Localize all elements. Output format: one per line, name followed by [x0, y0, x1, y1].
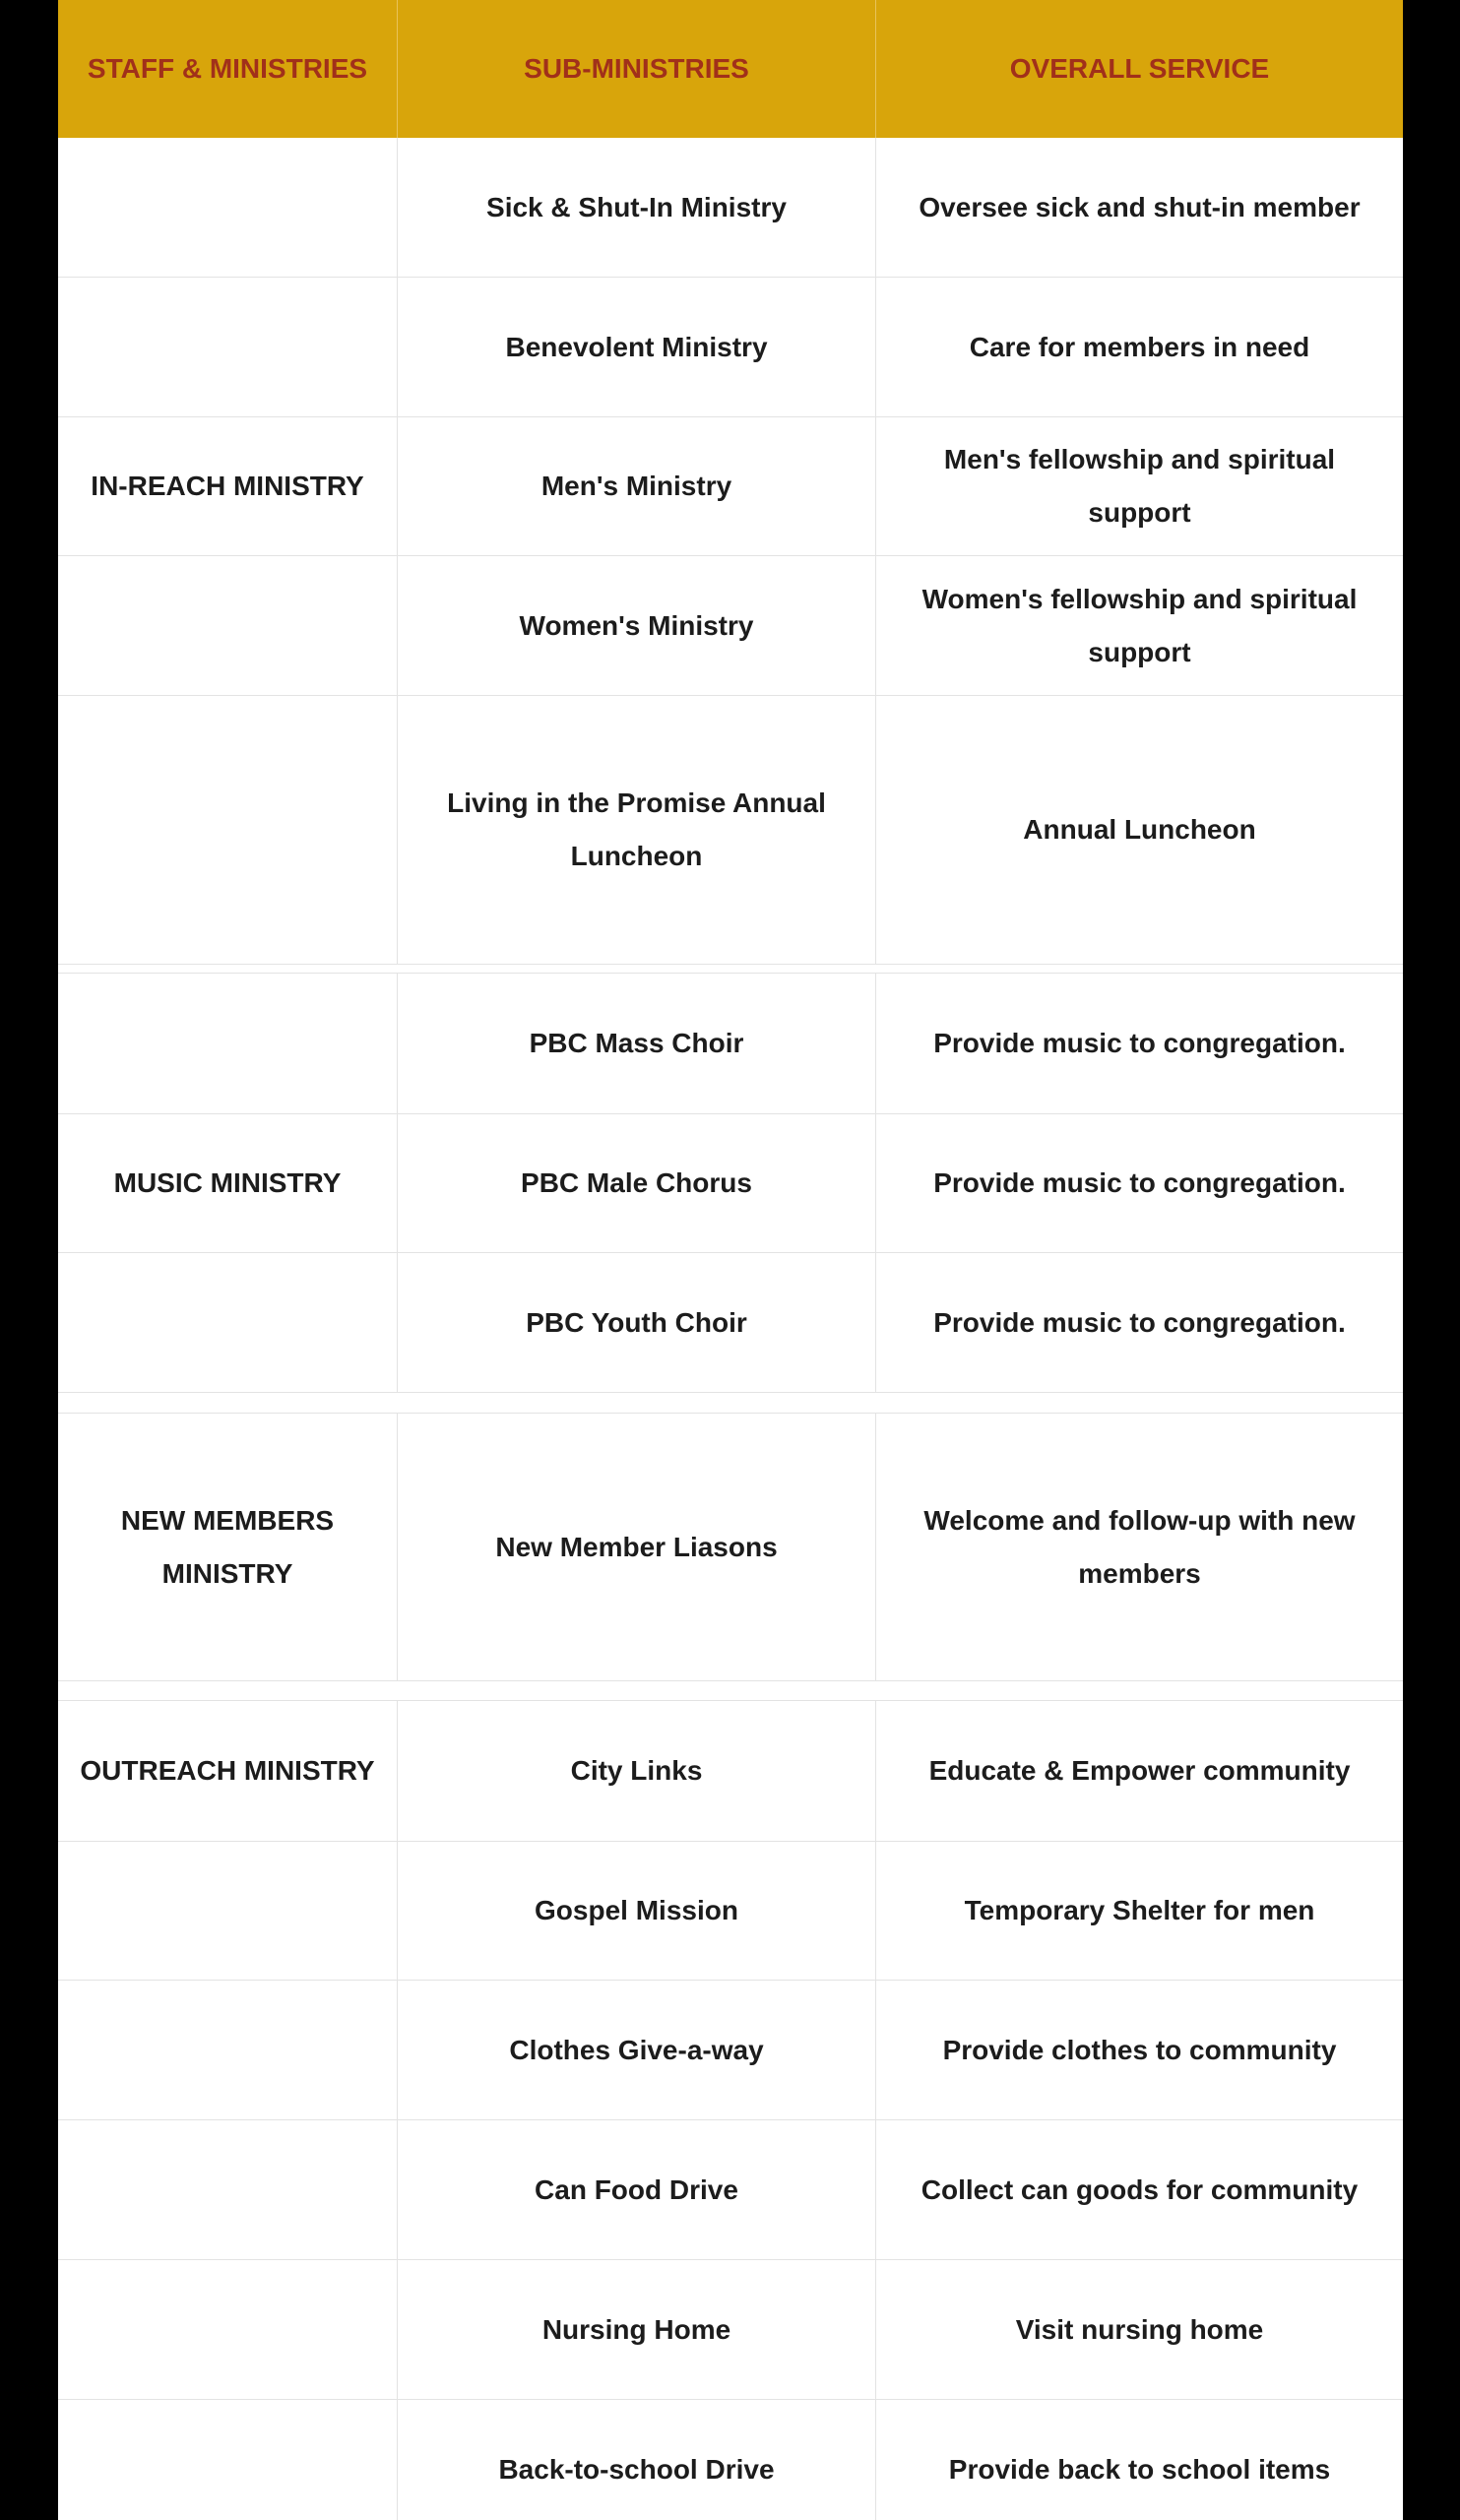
service-cell: Care for members in need	[969, 331, 1310, 362]
ministry-cell	[58, 1842, 398, 1980]
sub-ministry-cell: PBC Youth Choir	[398, 1253, 876, 1392]
group-separator	[58, 964, 1403, 974]
ministry-cell	[58, 974, 398, 1113]
sub-ministry-cell: PBC Mass Choir	[398, 974, 876, 1113]
ministry-cell	[58, 556, 398, 695]
header-staff-ministries: STAFF & MINISTRIES	[58, 0, 398, 138]
service-cell: Visit nursing home	[1015, 2313, 1264, 2345]
table-row	[58, 1701, 1403, 1842]
service-cell: Provide music to congregation.	[933, 1167, 1346, 1198]
table-row	[58, 2260, 1403, 2400]
table-row	[58, 1981, 1403, 2120]
ministry-cell	[58, 2260, 398, 2399]
table-row	[58, 1114, 1403, 1253]
sub-ministry-cell: Gospel Mission	[398, 1842, 876, 1980]
sub-ministry-cell: Men's Ministry	[398, 417, 876, 555]
sub-ministry-cell: Clothes Give-a-way	[398, 1981, 876, 2119]
table-row	[58, 1414, 1403, 1680]
sub-ministry-cell: Back-to-school Drive	[398, 2400, 876, 2520]
ministry-cell: OUTREACH MINISTRY	[58, 1701, 398, 1841]
service-cell: Provide music to congregation.	[933, 1028, 1346, 1058]
header-sub-ministries: SUB-MINISTRIES	[398, 0, 876, 138]
ministry-cell	[58, 696, 398, 964]
group-separator	[58, 1392, 1403, 1414]
ministry-cell: NEW MEMBERS MINISTRY	[58, 1414, 398, 1680]
sub-ministry-cell: Sick & Shut-In Ministry	[398, 138, 876, 277]
table-row	[58, 417, 1403, 556]
sub-ministry-cell: City Links	[398, 1701, 876, 1841]
service-cell: Collect can goods for community	[920, 2174, 1359, 2205]
table-row	[58, 556, 1403, 696]
service-cell: Temporary Shelter for men	[964, 1895, 1315, 1925]
service-cell: Provide back to school items	[948, 2454, 1331, 2485]
table-row	[58, 138, 1403, 278]
service-cell: Men's fellowship and spiritual support	[943, 444, 1336, 528]
header-overall-service: OVERALL SERVICE	[1009, 53, 1270, 84]
table-row	[58, 1253, 1403, 1392]
table-header	[58, 0, 1403, 138]
table-row	[58, 974, 1403, 1114]
table-row	[58, 2120, 1403, 2260]
service-cell: Provide music to congregation.	[933, 1306, 1346, 1338]
ministry-cell	[58, 1253, 398, 1392]
ministry-cell	[58, 2400, 398, 2520]
ministry-cell	[58, 2120, 398, 2259]
service-cell: Welcome and follow-up with new members	[923, 1504, 1356, 1589]
sub-ministry-cell: Can Food Drive	[398, 2120, 876, 2259]
service-cell: Annual Luncheon	[1023, 814, 1256, 845]
sub-ministry-cell: Benevolent Ministry	[398, 278, 876, 416]
table-row	[58, 2400, 1403, 2520]
ministries-table	[58, 0, 1403, 2520]
group-separator	[58, 1680, 1403, 1701]
sub-ministry-cell: PBC Male Chorus	[398, 1114, 876, 1252]
table-row	[58, 696, 1403, 964]
service-cell: Women's fellowship and spiritual support	[921, 583, 1358, 667]
table-row	[58, 1842, 1403, 1981]
sub-ministry-cell: Living in the Promise Annual Luncheon	[398, 696, 876, 964]
service-cell: Provide clothes to community	[942, 2034, 1337, 2065]
sub-ministry-cell: New Member Liasons	[398, 1414, 876, 1680]
service-cell: Oversee sick and shut-in member	[919, 191, 1361, 222]
table-row	[58, 278, 1403, 417]
ministry-cell: IN-REACH MINISTRY	[58, 417, 398, 555]
ministry-cell: MUSIC MINISTRY	[58, 1114, 398, 1252]
sub-ministry-cell: Women's Ministry	[398, 556, 876, 695]
sub-ministry-cell: Nursing Home	[398, 2260, 876, 2399]
ministry-cell	[58, 1981, 398, 2119]
ministry-cell	[58, 138, 398, 277]
service-cell: Educate & Empower community	[928, 1755, 1351, 1786]
ministry-cell	[58, 278, 398, 416]
